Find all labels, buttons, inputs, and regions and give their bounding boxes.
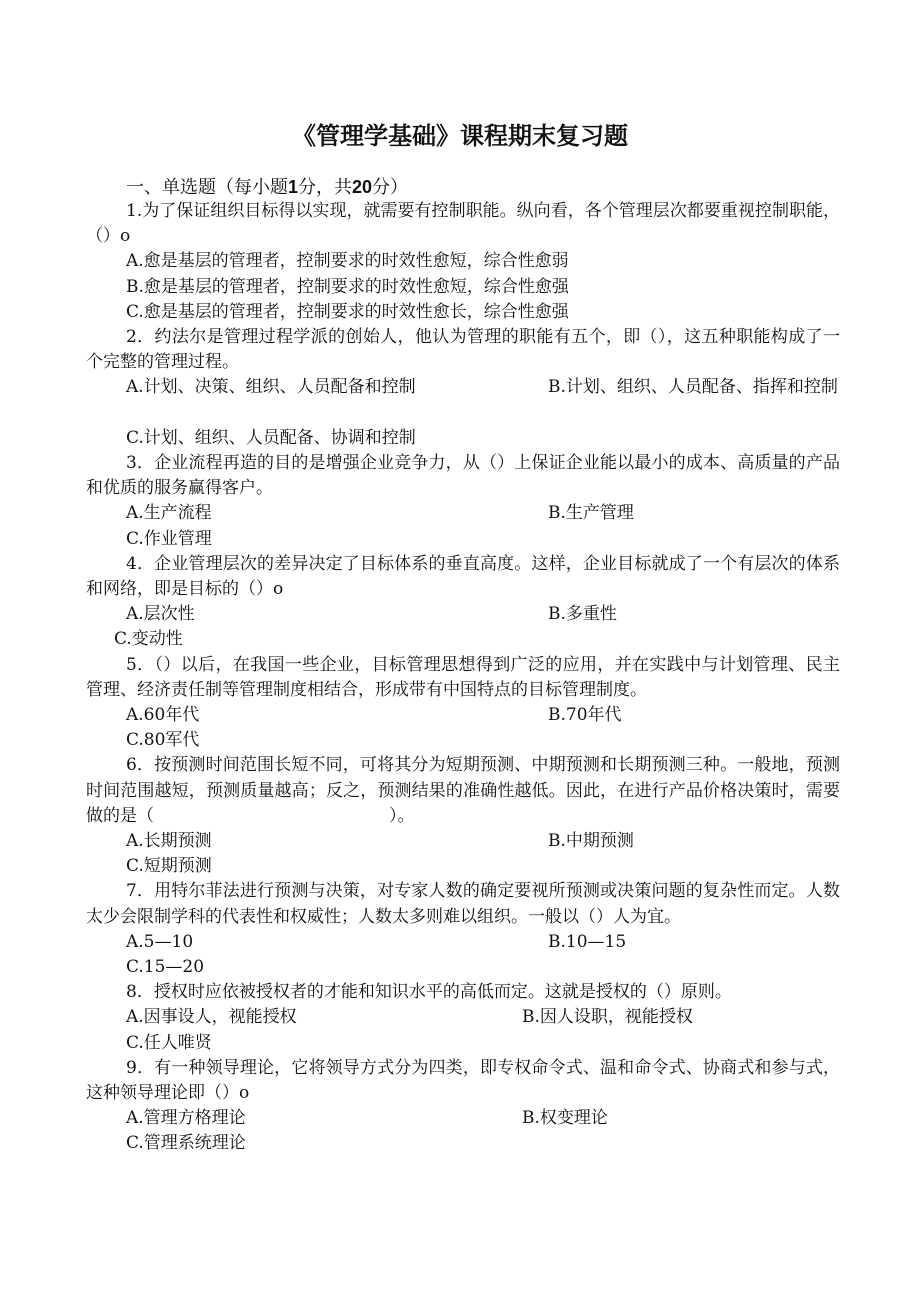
question-8-stem: 8．授权时应依被授权者的才能和知识水平的高低而定。这就是授权的（）原则。 [126,982,732,1003]
section-mid: 分，共 [298,177,353,198]
question-2-option-a: A.计划、决策、组织、人员配备和控制 [126,377,416,398]
question-1-option-c: C.愈是基层的管理者，控制要求的时效性愈长，综合性愈强 [126,301,569,322]
section-label: 一、单选题（每小题 [126,177,288,198]
question-2-option-b: B.计划、组织、人员配备、指挥和控制 [548,377,838,398]
question-3-option-a: A.生产流程 [126,503,212,524]
question-5-stem: 5．（）以后，在我国一些企业，目标管理思想得到广泛的应用，并在实践中与计划管理、民主管理、经济责任制等管理制度相结合，形成带有中国特点的目标管理制度。 [86,654,840,700]
question-4-option-a: A.层次性 [126,604,195,625]
question-6-stem-wrap [86,753,840,829]
question-1-option-a: A.愈是基层的管理者，控制要求的时效性愈短，综合性愈弱 [126,251,569,272]
question-7-stem: 7．用特尔菲法进行预测与决策，对专家人数的确定要视所预测或决策问题的复杂性而定。人数太少会限制学科的代表性和权威性；人数太多则难以组织。一般以（）人为宜。 [86,881,840,927]
question-4-stem: 4．企业管理层次的差异决定了目标体系的垂直高度。这样，企业目标就成了一个有层次的体系和网络，即是目标的（）o [86,553,840,600]
question-8-options-row [86,1005,840,1030]
question-9-option-c: C.管理系统理论 [126,1133,246,1154]
question-6-stem: 6．按预测时间范围长短不同，可将其分为短期预测、中期预测和长期预测三种。一般地，预测时间范围越短，预测质量越高；反之，预测结果的准确性越低。因此，在进行产品价格决策时，需要做的是（ [86,755,840,826]
section-heading [126,173,408,199]
question-7-option-c: C.15—20 [126,957,205,977]
question-2-option-b-wrap [86,375,840,425]
question-3-option-b: B.生产管理 [548,503,634,524]
question-3-option-c: C.作业管理 [126,528,212,549]
question-1-stem: 1.为了保证组织目标得以实现，就需要有控制职能。纵向看，各个管理层次都要重视控制职能，（）o [86,201,840,247]
question-5-options-row [86,703,840,728]
section-total: 20 [352,177,373,197]
question-7-option-b: B.10—15 [548,931,627,952]
question-8-option-c: C.任人唯贤 [126,1032,212,1053]
question-4-options-row [86,602,840,627]
section-score: 1 [288,177,299,197]
question-1-option-b: B.愈是基层的管理者，控制要求的时效性愈短，综合性愈强 [126,276,569,297]
question-9-options-row [86,1106,840,1131]
question-9-option-a: A.管理方格理论 [126,1108,246,1129]
question-8-option-a: A.因事设人，视能授权 [126,1007,297,1028]
question-6-option-c: C.短期预测 [126,856,212,877]
question-2-stem: 2．约法尔是管理过程学派的创始人，他认为管理的职能有五个，即（），这五种职能构成了一个完整的管理过程。 [86,327,840,373]
question-7-options-row [86,930,840,955]
question-5-option-a: A.60年代 [126,705,200,726]
question-9-option-b: B.权变理论 [522,1108,608,1129]
question-6-option-b: B.中期预测 [548,831,634,852]
question-3-stem: 3．企业流程再造的目的是增强企业竞争力，从（）上保证企业能以最小的成本、高质量的产品和优质的服务赢得客户。 [86,453,840,499]
question-6-option-a: A.长期预测 [126,831,212,852]
question-6-stem-end: ）。 [389,805,415,826]
question-7-option-a: A.5—10 [126,931,194,952]
question-5-option-b: B.70年代 [548,705,622,726]
question-6-options-row [86,829,840,854]
question-list [86,199,840,1157]
question-4-option-b: B.多重性 [548,604,617,625]
question-9-stem: 9．有一种领导理论，它将领导方式分为四类，即专权命令式、温和命令式、协商式和参与式，这种领导理论即（）o [86,1057,840,1103]
question-8-option-b: B.因人设职，视能授权 [522,1007,693,1028]
question-4-option-c: C.变动性 [114,629,183,650]
page-title: 《管理学基础》课程期末复习题 [292,122,628,150]
question-2-option-c: C.计划、组织、人员配备、协调和控制 [126,427,416,448]
section-end: 分） [372,177,409,198]
question-5-option-c: C.80军代 [126,730,200,751]
question-3-options-row [86,501,840,526]
